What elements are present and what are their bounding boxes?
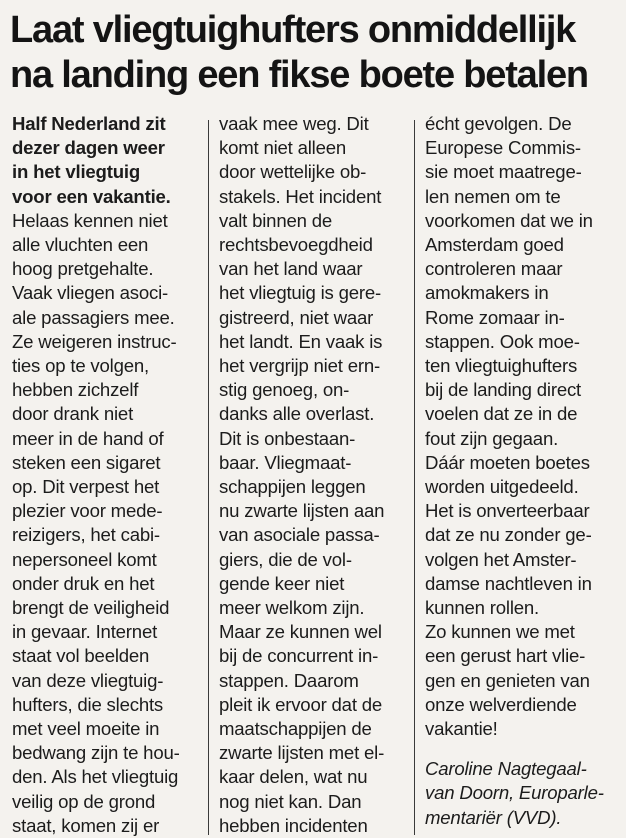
body-text-line: kunnen rollen. bbox=[425, 597, 540, 619]
body-text-line: fout zijn gegaan. bbox=[425, 427, 559, 449]
body-text-line: baar. Vliegmaat- bbox=[219, 451, 352, 473]
body-text-line: staat vol beelden bbox=[12, 645, 150, 667]
body-text-line: pleit ik ervoor dat de bbox=[219, 693, 383, 715]
body-text-line: stakels. Het incident bbox=[219, 185, 382, 207]
body-text-line: brengt de veiligheid bbox=[12, 597, 170, 619]
body-text-line: nog niet kan. Dan bbox=[219, 790, 362, 812]
body-text-line: onder druk en het bbox=[12, 572, 155, 594]
lead-text-line: in het vliegtuig bbox=[12, 161, 140, 183]
body-text-line: bij de concurrent in- bbox=[219, 645, 379, 667]
body-text-line: écht gevolgen. De bbox=[425, 113, 572, 134]
body-text-line: controleren maar bbox=[425, 258, 563, 280]
body-text-line: door drank niet bbox=[12, 403, 134, 425]
body-text-line: ten vliegtuighufters bbox=[425, 355, 578, 377]
body-text-line: Vaak vliegen asoci- bbox=[12, 282, 169, 304]
body-text-line: staat, komen zij er bbox=[12, 814, 160, 836]
body-text-line: voelen dat ze in de bbox=[425, 403, 578, 425]
body-text-line: steken een sigaret bbox=[12, 451, 161, 473]
body-text-line: het vergrijp niet ern- bbox=[219, 355, 380, 377]
body-text-line: gende keer niet bbox=[219, 572, 345, 594]
body-text-line: voorkomen dat we in bbox=[425, 209, 593, 231]
body-text-line: hebben zichzelf bbox=[12, 379, 139, 401]
lead-text-line: dezer dagen weer bbox=[12, 137, 165, 159]
article-column-2 bbox=[219, 112, 407, 838]
headline bbox=[10, 8, 622, 98]
body-text-line: maatschappijen de bbox=[219, 718, 372, 740]
body-text-line: vakantie! bbox=[425, 718, 498, 740]
body-text-line: door wettelijke ob- bbox=[219, 161, 367, 183]
author-signature-line: van Doorn, Europarle- bbox=[425, 782, 604, 804]
body-text-line: worden uitgedeeld. bbox=[425, 476, 579, 498]
body-text-line: meer welkom zijn. bbox=[219, 597, 365, 619]
body-text-line: sie moet maatrege- bbox=[425, 161, 582, 183]
body-text-line: schappijen leggen bbox=[219, 476, 366, 498]
body-text-line: in gevaar. Internet bbox=[12, 621, 158, 643]
body-text-line: alle vluchten een bbox=[12, 234, 149, 256]
body-text-line: Dáár moeten boetes bbox=[425, 451, 590, 473]
body-text-line: komt niet alleen bbox=[219, 137, 347, 159]
headline-line: na landing een fikse boete betalen bbox=[10, 54, 588, 96]
article-column-1 bbox=[12, 112, 202, 838]
body-text-line: giers, die de vol- bbox=[219, 548, 352, 570]
headline-line: Laat vliegtuighufters onmiddellijk bbox=[10, 9, 576, 51]
body-text-line: den. Als het vliegtuig bbox=[12, 766, 179, 788]
body-text-line: het vliegtuig is gere- bbox=[219, 282, 381, 304]
author-signature-line: Caroline Nagtegaal- bbox=[425, 758, 587, 780]
body-text-line: veilig op de grond bbox=[12, 790, 156, 812]
body-text-line: valt binnen de bbox=[219, 209, 332, 231]
body-text-line: bedwang zijn te hou- bbox=[12, 742, 180, 764]
body-text-line: len nemen om te bbox=[425, 185, 561, 207]
body-text-line: onze welverdiende bbox=[425, 693, 577, 715]
body-text-line: Dit is onbestaan- bbox=[219, 427, 356, 449]
body-text-line: plezier voor mede- bbox=[12, 500, 163, 522]
body-text-line: zwarte lijsten met el- bbox=[219, 742, 385, 764]
body-text-line: Maar ze kunnen wel bbox=[219, 621, 382, 643]
body-text-line: van het land waar bbox=[219, 258, 363, 280]
body-text-line: Het is onverteerbaar bbox=[425, 500, 590, 522]
author-signature-line: mentariër (VVD). bbox=[425, 806, 562, 828]
body-text-line: stig genoeg, on- bbox=[219, 379, 350, 401]
body-text-line: hoog pretgehalte. bbox=[12, 258, 154, 280]
body-text-line: Helaas kennen niet bbox=[12, 209, 168, 231]
body-text-line: Zo kunnen we met bbox=[425, 621, 575, 643]
body-text-line: Europese Commis- bbox=[425, 137, 581, 159]
body-text-line: hebben incidenten bbox=[219, 814, 368, 836]
body-text-line: amokmakers in bbox=[425, 282, 549, 304]
body-text-line: dat ze nu zonder ge- bbox=[425, 524, 592, 546]
signature-spacer bbox=[425, 741, 621, 757]
body-text-line: kaar delen, wat nu bbox=[219, 766, 368, 788]
body-text-line: Rome zomaar in- bbox=[425, 306, 565, 328]
body-text-line: stappen. Daarom bbox=[219, 669, 359, 691]
body-text-line: damse nachtleven in bbox=[425, 572, 592, 594]
lead-text-line: Half Nederland zit bbox=[12, 113, 166, 134]
body-text-line: meer in de hand of bbox=[12, 427, 164, 449]
body-text-line: op. Dit verpest het bbox=[12, 476, 160, 498]
body-text-line: van asociale passa- bbox=[219, 524, 380, 546]
body-text-line: van deze vliegtuig- bbox=[12, 669, 164, 691]
body-text-line: rechtsbevoegdheid bbox=[219, 234, 373, 256]
body-text-line: Ze weigeren instruc- bbox=[12, 330, 177, 352]
column-divider bbox=[414, 120, 415, 835]
body-text-line: reizigers, het cabi- bbox=[12, 524, 160, 546]
body-text-line: vaak mee weg. Dit bbox=[219, 113, 369, 134]
body-text-line: ale passagiers mee. bbox=[12, 306, 175, 328]
body-text-line: gen en genieten van bbox=[425, 669, 590, 691]
body-text-line: danks alle overlast. bbox=[219, 403, 375, 425]
column-divider bbox=[208, 120, 209, 835]
body-text-line: bij de landing direct bbox=[425, 379, 582, 401]
article-column-3 bbox=[425, 112, 621, 830]
body-text-line: gistreerd, niet waar bbox=[219, 306, 374, 328]
body-text-line: stappen. Ook moe- bbox=[425, 330, 580, 352]
body-text-line: met veel moeite in bbox=[12, 718, 160, 740]
body-text-line: een gerust hart vlie- bbox=[425, 645, 586, 667]
body-text-line: nepersoneel komt bbox=[12, 548, 157, 570]
body-text-line: nu zwarte lijsten aan bbox=[219, 500, 385, 522]
body-text-line: hufters, die slechts bbox=[12, 693, 164, 715]
lead-text-line: voor een vakantie. bbox=[12, 185, 171, 207]
body-text-line: het landt. En vaak is bbox=[219, 330, 383, 352]
body-text-line: ties op te volgen, bbox=[12, 355, 149, 377]
body-text-line: volgen het Amster- bbox=[425, 548, 577, 570]
body-text-line: Amsterdam goed bbox=[425, 234, 564, 256]
